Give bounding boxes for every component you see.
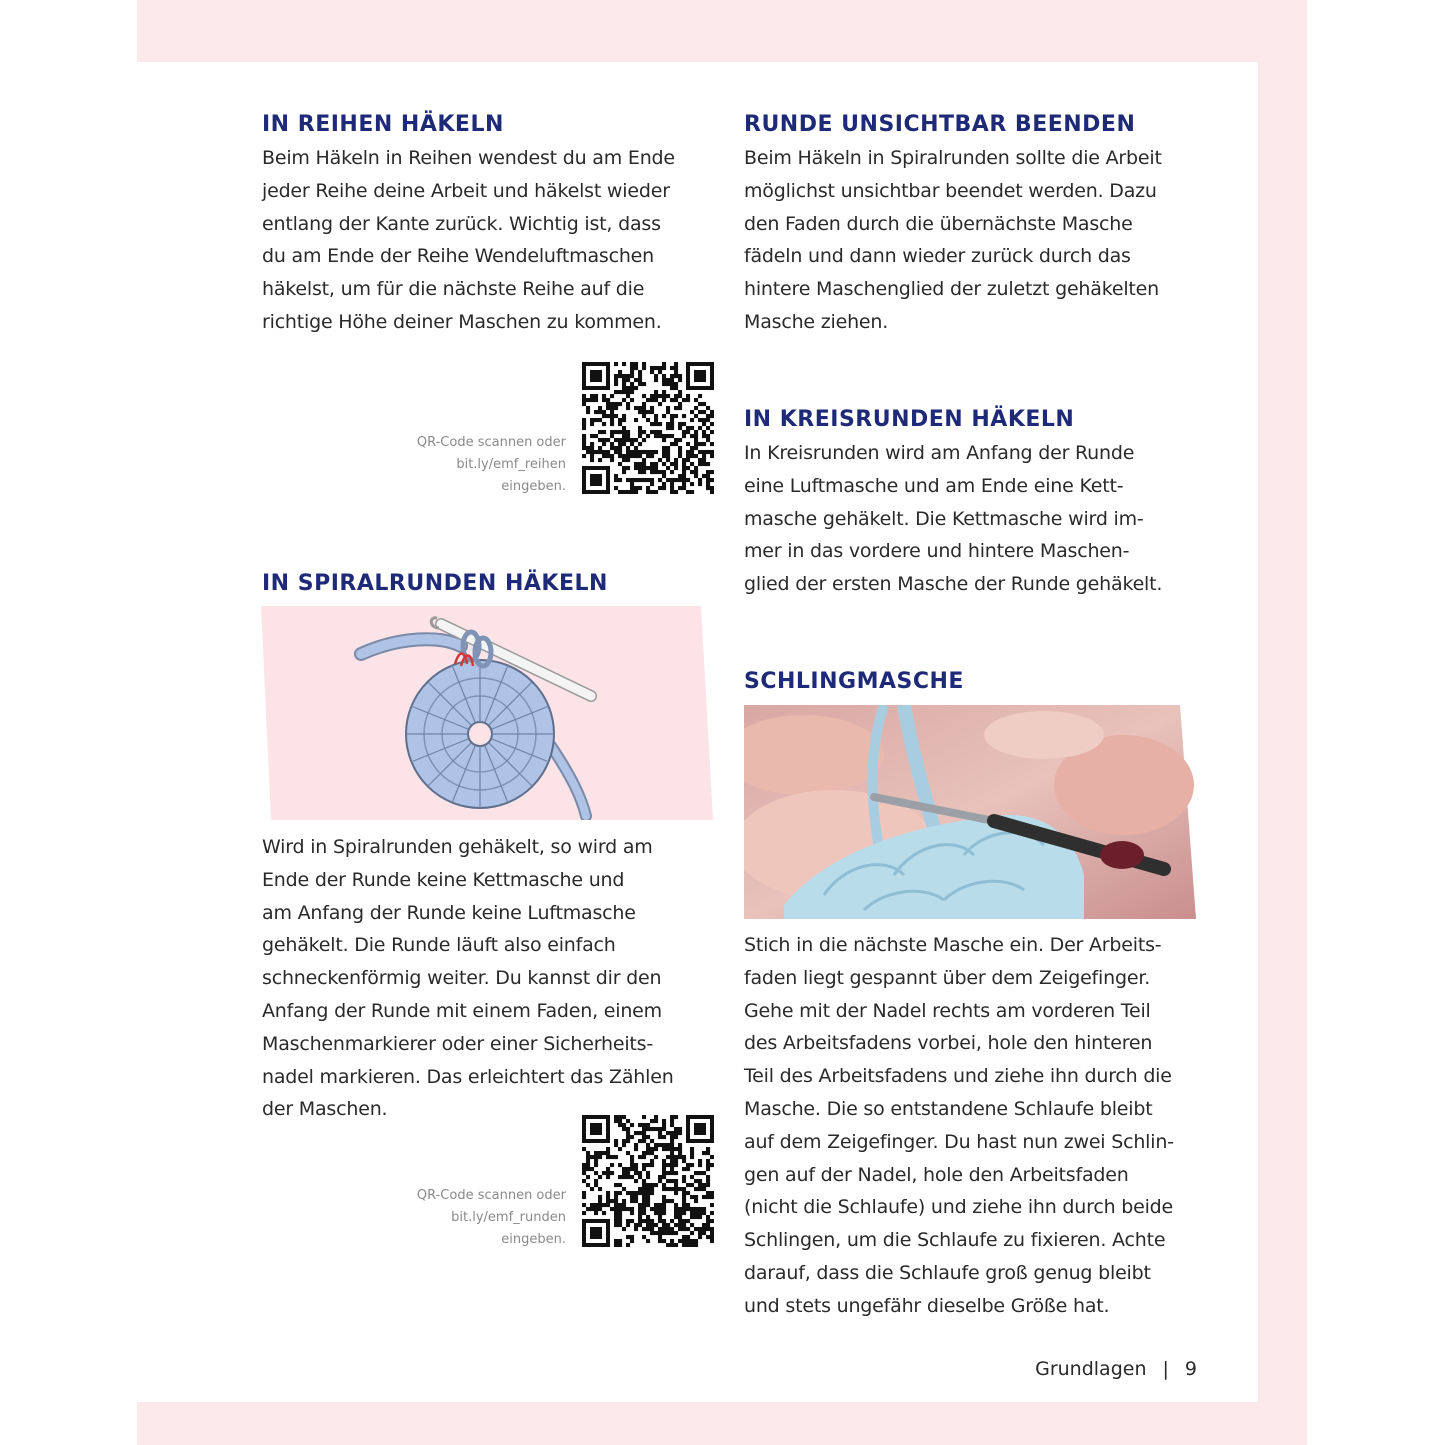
text-line: Beim Häkeln in Reihen wendest du am Ende	[262, 147, 675, 169]
text-kreis	[744, 437, 1162, 601]
page-footer	[1035, 1358, 1197, 1380]
text-line: nadel markieren. Das erleichtert das Zählen	[262, 1065, 674, 1088]
text-line: Masche ziehen.	[744, 310, 889, 333]
text-line: Ende der Runde keine Kettmasche und	[262, 868, 625, 891]
qr-caption-line: bit.ly/emf_reihen	[456, 457, 566, 472]
text-line: glied der ersten Masche der Runde gehäkelt.	[744, 573, 1163, 596]
qr-caption-line: QR-Code scannen oder	[416, 1188, 566, 1203]
text-line: faden liegt gespannt über dem Zeigefinger.	[744, 966, 1151, 989]
loop-stitch-photo	[744, 705, 1196, 919]
text-line: Masche. Die so entstandene Schlaufe bleibt	[744, 1097, 1153, 1120]
text-line: schneckenförmig weiter. Du kannst dir den	[262, 967, 662, 990]
footer-section-title: Grundlagen	[1035, 1358, 1147, 1380]
footer-separator: |	[1162, 1358, 1169, 1380]
qr-caption-reihen	[340, 432, 566, 498]
text-line: Teil des Arbeitsfadens und ziehe ihn durch die	[744, 1065, 1172, 1088]
text-line: In Kreisrunden wird am Anfang der Runde	[744, 442, 1135, 464]
text-line: der Maschen.	[262, 1098, 388, 1121]
text-line: den Faden durch die übernächste Masche	[744, 212, 1133, 235]
text-line: (nicht die Schlaufe) und ziehe ihn durch beide	[744, 1196, 1174, 1219]
text-line: masche gehäkelt. Die Kettmasche wird im-	[744, 507, 1144, 530]
text-line: Stich in die nächste Masche ein. Der Arbeits-	[744, 934, 1162, 956]
spiral-round-illustration	[261, 606, 713, 820]
text-line: und stets ungefähr dieselbe Größe hat.	[744, 1294, 1110, 1317]
text-line: entlang der Kante zurück. Wichtig ist, dass	[262, 212, 661, 235]
heading-kreis: IN KREISRUNDEN HÄKELN	[744, 407, 1075, 432]
text-line: darauf, dass die Schlaufe groß genug bleibt	[744, 1261, 1151, 1284]
qr-caption-line: bit.ly/emf_runden	[451, 1210, 566, 1225]
page-number: 9	[1184, 1358, 1197, 1380]
text-line: des Arbeitsfadens vorbei, hole den hinteren	[744, 1032, 1153, 1055]
heading-unsichtbar: RUNDE UNSICHTBAR BEENDEN	[744, 112, 1136, 137]
text-line: fädeln und dann wieder zurück durch das	[744, 245, 1131, 268]
text-unsichtbar	[744, 142, 1162, 339]
text-line: mer in das vordere und hintere Maschen-	[744, 540, 1130, 563]
text-spiral	[262, 831, 674, 1126]
heading-reihen: IN REIHEN HÄKELN	[262, 112, 504, 137]
text-line: gen auf der Nadel, hole den Arbeitsfaden	[744, 1163, 1129, 1186]
text-line: Anfang der Runde mit einem Faden, einem	[262, 999, 662, 1022]
text-line: gehäkelt. Die Runde läuft also einfach	[262, 934, 616, 957]
text-line: am Anfang der Runde keine Luftmasche	[262, 901, 636, 924]
text-line: Schlingen, um die Schlaufe zu fixieren. Achte	[744, 1229, 1166, 1252]
text-schling	[744, 929, 1174, 1323]
page-border-top	[137, 0, 1307, 62]
text-line: du am Ende der Reihe Wendeluftmaschen	[262, 245, 655, 268]
text-line: Wird in Spiralrunden gehäkelt, so wird am	[262, 836, 653, 858]
text-line: jeder Reihe deine Arbeit und häkelst wieder	[262, 179, 670, 202]
qr-caption-line: eingeben.	[501, 479, 566, 494]
qr-caption-runden	[340, 1185, 566, 1251]
text-line: häkelst, um für die nächste Reihe auf die	[262, 278, 645, 301]
qr-caption-line: eingeben.	[501, 1232, 566, 1247]
heading-spiral: IN SPIRALRUNDEN HÄKELN	[262, 571, 608, 596]
qr-code-icon[interactable]	[582, 1115, 714, 1247]
text-line: Maschenmarkierer oder einer Sicherheits-	[262, 1032, 654, 1055]
heading-schling: SCHLINGMASCHE	[744, 669, 964, 694]
page-border-right	[1258, 0, 1307, 1445]
text-line: auf dem Zeigefinger. Du hast nun zwei Schlin-	[744, 1130, 1174, 1153]
text-line: möglichst unsichtbar beendet werden. Dazu	[744, 179, 1157, 202]
qr-code-icon[interactable]	[582, 362, 714, 494]
text-line: richtige Höhe deiner Maschen zu kommen.	[262, 310, 662, 333]
text-line: Beim Häkeln in Spiralrunden sollte die Arbeit	[744, 147, 1162, 169]
page-border-bottom	[137, 1402, 1307, 1445]
qr-caption-line: QR-Code scannen oder	[416, 435, 566, 450]
text-reihen	[262, 142, 675, 339]
text-line: eine Luftmasche und am Ende eine Kett-	[744, 474, 1124, 497]
text-line: hintere Maschenglied der zuletzt gehäkelten	[744, 278, 1159, 301]
text-line: Gehe mit der Nadel rechts am vorderen Teil	[744, 999, 1151, 1022]
